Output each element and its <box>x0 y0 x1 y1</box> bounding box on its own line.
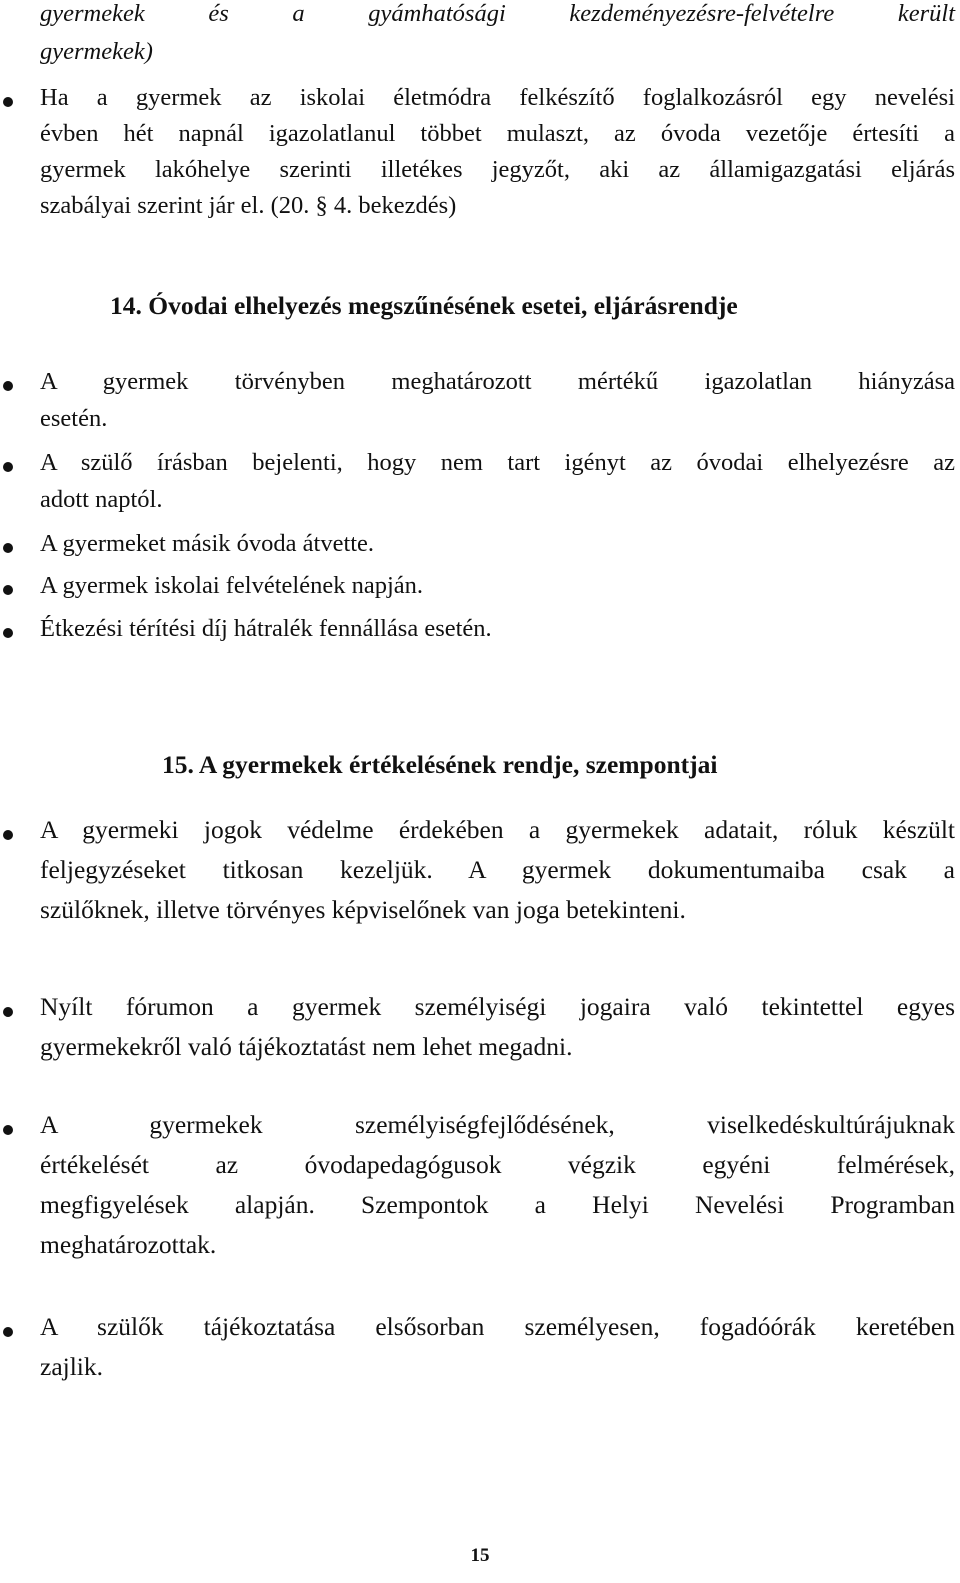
section-15-item-1-line-2: feljegyzéseket titkosan kezeljük. A gyermek dokumentumaiba csak a <box>40 855 955 884</box>
bullet-icon <box>3 1327 13 1337</box>
absence-text-line-1: Ha a gyermek az iskolai életmódra felkészítő foglalkozásról egy nevelési <box>40 84 955 111</box>
section-15-item-2-line-2: gyermekekről való tájékoztatást nem lehet megadni. <box>40 1032 573 1061</box>
section-14-item-1-line-2: esetén. <box>40 405 108 432</box>
section-14-item-5: Étkezési térítési díj hátralék fennállása esetén. <box>40 615 492 642</box>
section-15-heading: 15. A gyermekek értékelésének rendje, szempontjai <box>162 750 718 779</box>
bullet-icon <box>3 1125 13 1135</box>
bullet-icon <box>3 585 13 595</box>
section-15-item-1-line-1: A gyermeki jogok védelme érdekében a gyermekek adatait, róluk készült <box>40 815 955 844</box>
bullet-icon <box>3 462 13 472</box>
section-14-item-3: A gyermeket másik óvoda átvette. <box>40 530 375 557</box>
section-15-item-2-line-1: Nyílt fórumon a gyermek személyiségi jogaira való tekintettel egyes <box>40 992 955 1021</box>
section-14-item-2-line-2: adott naptól. <box>40 486 163 513</box>
absence-text-line-3: gyermek lakóhelye szerinti illetékes jegyzőt, aki az államigazgatási eljárás <box>40 156 955 183</box>
section-15-item-1-line-3: szülőknek, illetve törvényes képviselőnek van joga betekinteni. <box>40 895 686 924</box>
section-14-item-1-line-1: A gyermek törvényben meghatározott mértékű igazolatlan hiányzása <box>40 368 955 395</box>
bullet-icon <box>3 1007 13 1017</box>
section-15-item-3-line-2: értékelését az óvodapedagógusok végzik egyéni felmérések, <box>40 1150 955 1179</box>
bullet-icon <box>3 381 13 391</box>
section-14-item-2-line-1: A szülő írásban bejelenti, hogy nem tart igényt az óvodai elhelyezésre az <box>40 449 955 476</box>
section-15-item-3-line-4: meghatározottak. <box>40 1230 217 1259</box>
bullet-icon <box>3 628 13 638</box>
intro-text-line-1: gyermekek és a gyámhatósági kezdeményezésre-felvételre került <box>40 0 955 27</box>
section-14-item-4: A gyermek iskolai felvételének napján. <box>40 572 424 599</box>
section-15-item-4-line-1: A szülők tájékoztatása elsősorban személyesen, fogadóórák keretében <box>40 1312 955 1341</box>
section-14-heading: 14. Óvodai elhelyezés megszűnésének esetei, eljárásrendje <box>110 291 738 320</box>
absence-text-line-4: szabályai szerint jár el. (20. § 4. bekezdés) <box>40 192 457 219</box>
section-15-item-3-line-3: megfigyelések alapján. Szempontok a Helyi Nevelési Programban <box>40 1190 955 1219</box>
intro-text-line-2: gyermekek) <box>40 38 153 65</box>
absence-text-line-2: évben hét napnál igazolatlanul többet mulaszt, az óvoda vezetője értesíti a <box>40 120 955 147</box>
page-number: 15 <box>470 1545 490 1566</box>
bullet-icon <box>3 97 13 107</box>
section-15-item-4-line-2: zajlik. <box>40 1352 104 1381</box>
bullet-icon <box>3 830 13 840</box>
bullet-icon <box>3 543 13 553</box>
section-15-item-3-line-1: A gyermekek személyiségfejlődésének, viselkedéskultúrájuknak <box>40 1110 955 1139</box>
